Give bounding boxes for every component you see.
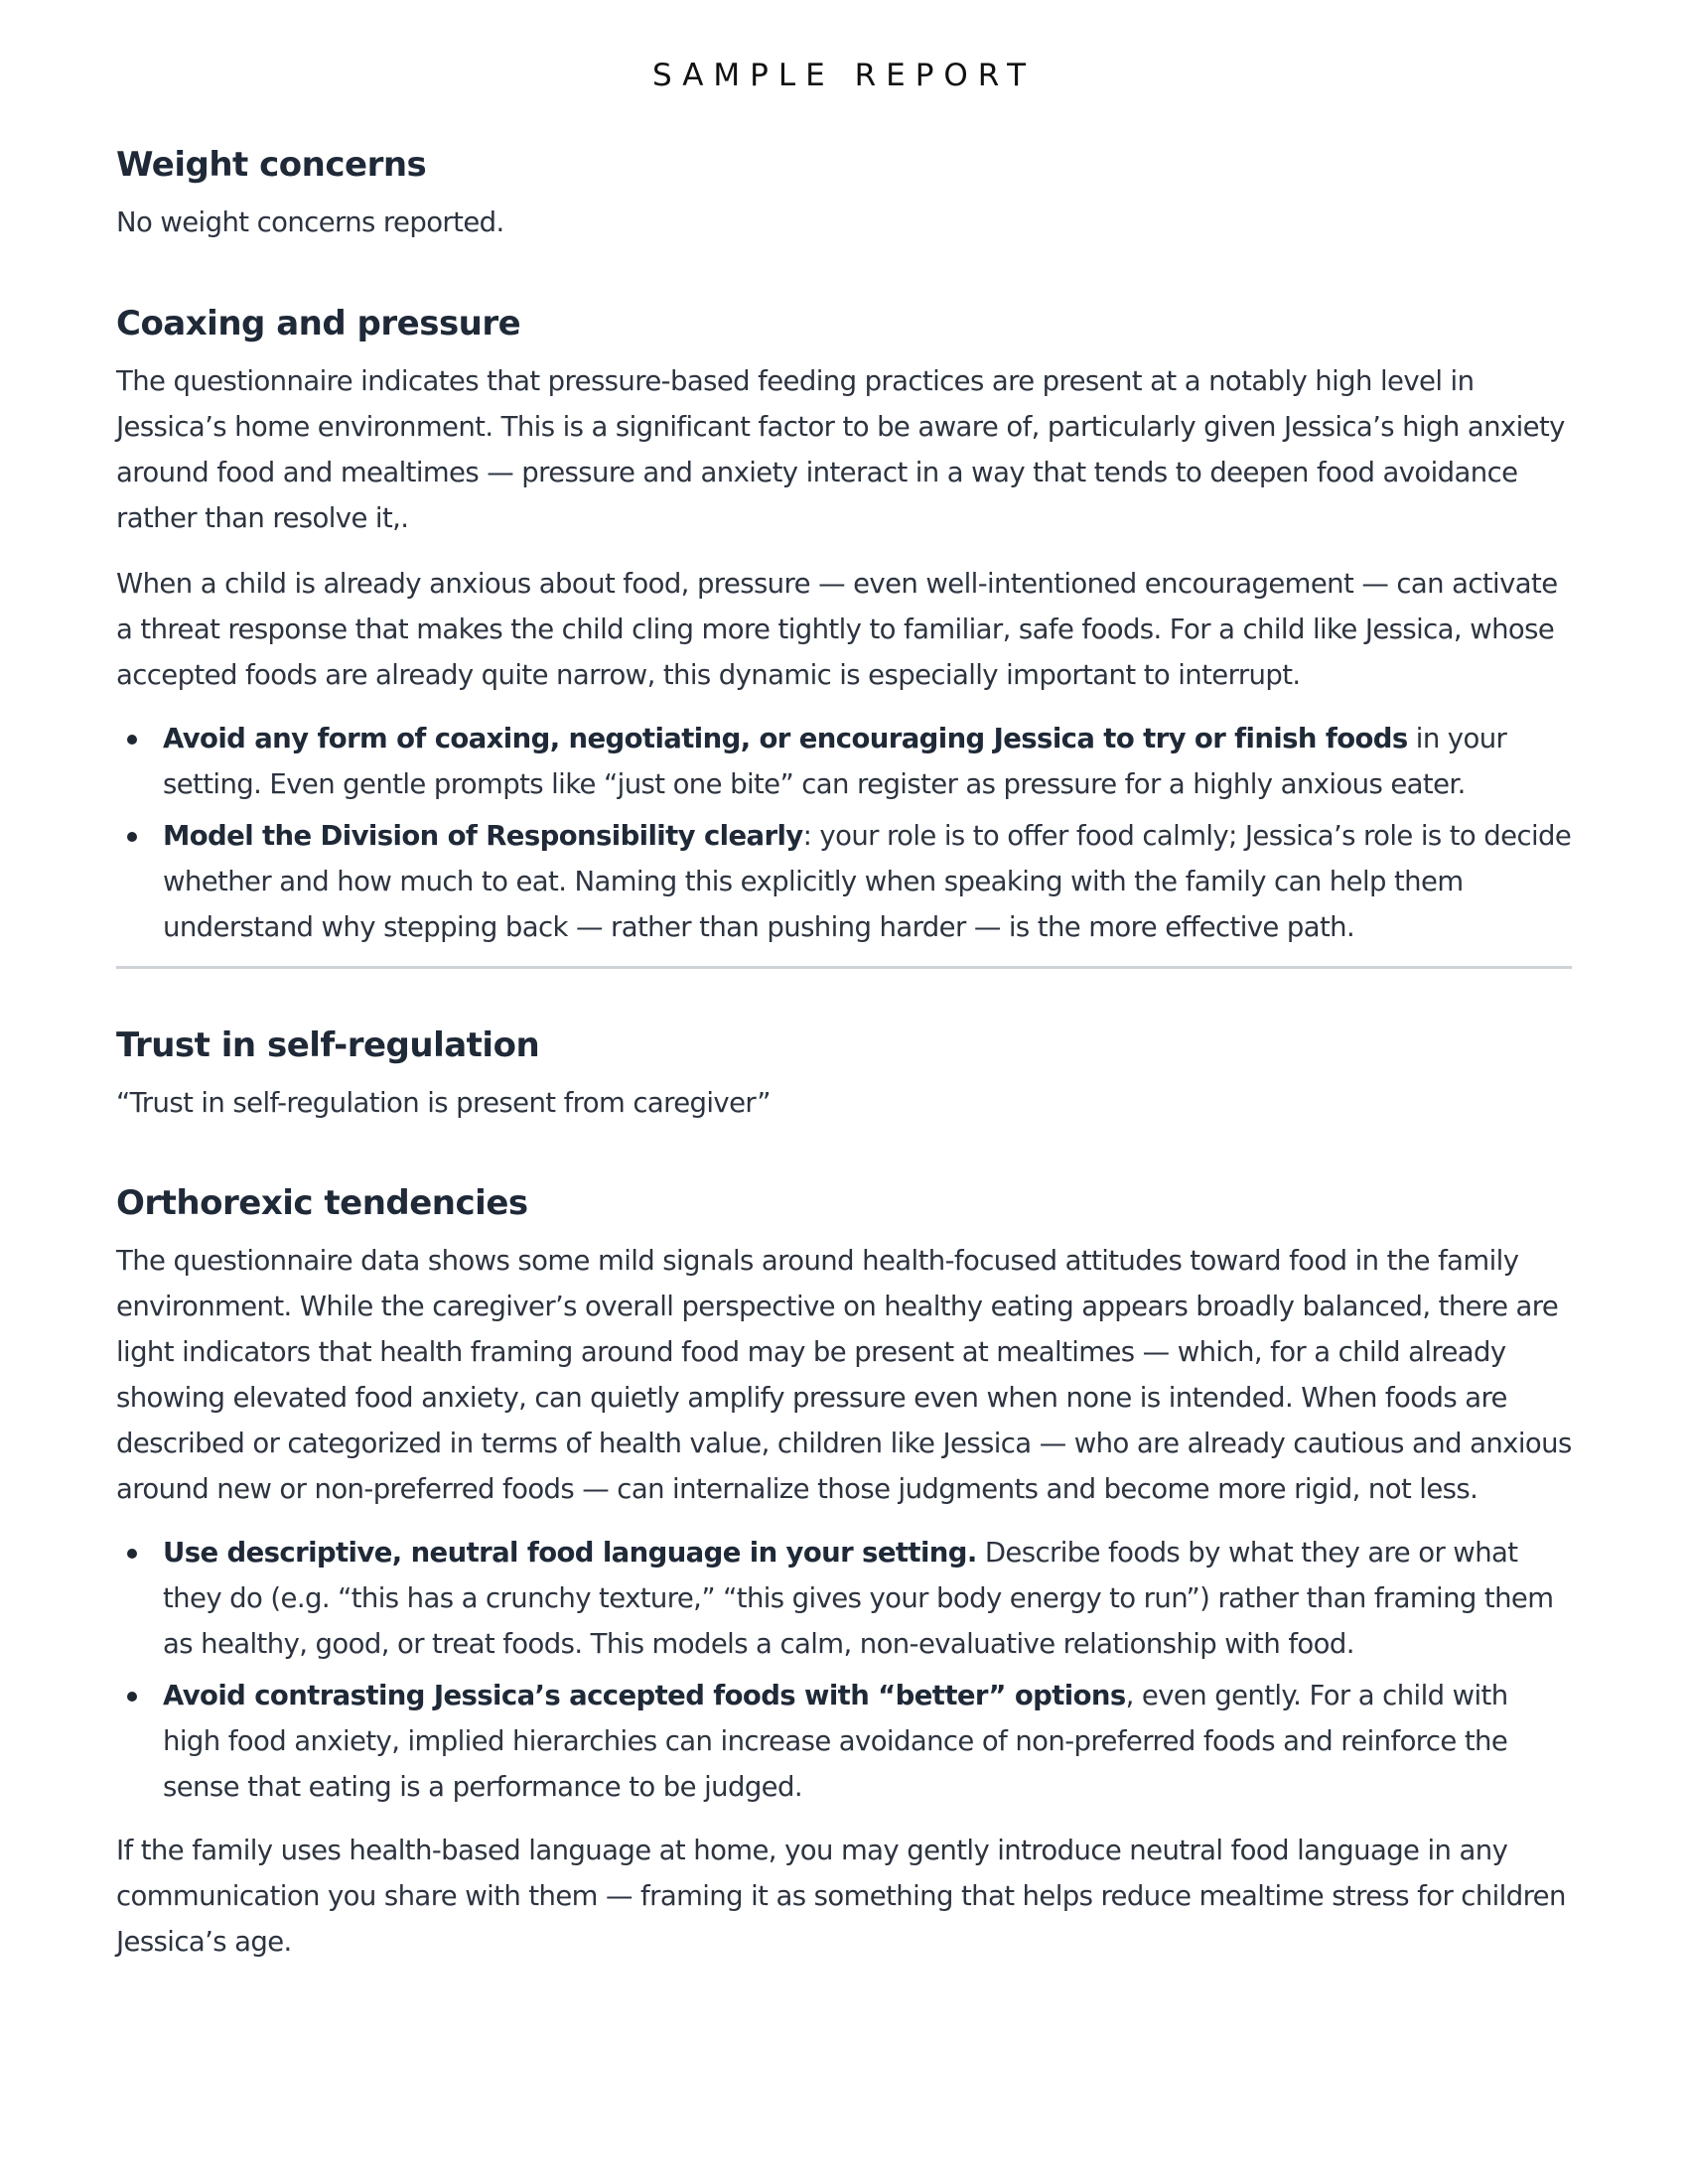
coaxing-heading: Coaxing and pressure (116, 304, 521, 343)
trust-heading: Trust in self-regulation (116, 1025, 540, 1065)
list-item-text: in your setting. Even gentle prompts like “just one bite” can register as pressure for a highly anxious eater. (163, 723, 1507, 800)
bullet-dot-icon (127, 1549, 137, 1559)
bullet-dot-icon (127, 1692, 137, 1702)
section-weight-concerns (116, 141, 1572, 245)
coaxing-paragraph-2: When a child is already anxious about food, pressure — even well-intentioned encouragement — can activate a threat response that makes the child cling more tightly to familiar, safe foods. For a child like Jessica, whose accepted foods are already quite narrow, this dynamic is especially important to interrupt. (116, 568, 1558, 691)
coaxing-paragraph-1: The questionnaire indicates that pressure-based feeding practices are present at a notably high level in Jessica’s home environment. This is a significant factor to be aware of, particularly given Jessica’s high anxiety around food and mealtimes — pressure and anxiety interact in a way that tends to deepen food avoidance rather than resolve it,. (116, 365, 1565, 534)
list-item (116, 716, 1572, 807)
list-item-text: : your role is to offer food calmly; Jessica’s role is to decide whether and how much to eat. Naming this explicitly when speaking with the family can help them understand why stepping back — rather than pushing harder — is the more effective path. (163, 820, 1572, 943)
list-item-bold-lead: Use descriptive, neutral food language in your setting. (163, 1537, 977, 1569)
orthorexic-heading: Orthorexic tendencies (116, 1183, 528, 1223)
section-trust-self-regulation (116, 1022, 1572, 1126)
list-item (116, 1530, 1572, 1667)
list-item-text: , even gently. For a child with high food anxiety, implied hierarchies can increase avoidance of non-preferred foods and reinforce the sense that eating is a performance to be judged. (163, 1680, 1508, 1803)
trust-text: “Trust in self-regulation is present from caregiver” (116, 1087, 771, 1119)
orthorexic-closing-paragraph: If the family uses health-based language at home, you may gently introduce neutral food language in any communication you share with them — framing it as something that helps reduce mealtime stress for children Jessica’s age. (116, 1835, 1566, 1958)
weight-concerns-heading: Weight concerns (116, 145, 427, 185)
section-coaxing-pressure (116, 300, 1572, 956)
bullet-dot-icon (127, 832, 137, 842)
section-orthorexic-tendencies (116, 1179, 1572, 1965)
list-item (116, 1673, 1572, 1810)
list-item-bold-lead: Avoid contrasting Jessica’s accepted foods with “better” options (163, 1680, 1126, 1711)
orthorexic-paragraph-1: The questionnaire data shows some mild signals around health-focused attitudes toward food in the family environment. While the caregiver’s overall perspective on healthy eating appears broadly balanced, there are light indicators that health framing around food may be present at mealtimes — which, for a child already showing elevated food anxiety, can quietly amplify pressure even when none is intended. When foods are described or categorized in terms of health value, children like Jessica — who are already cautious and anxious around new or non-preferred foods — can internalize those judgments and become more rigid, not less. (116, 1245, 1572, 1505)
orthorexic-recommendations-list (116, 1530, 1572, 1810)
list-item-bold-lead: Model the Division of Responsibility clearly (163, 820, 803, 852)
bullet-dot-icon (127, 735, 137, 745)
list-item-text: Describe foods by what they are or what they do (e.g. “this has a crunchy texture,” “this gives your body energy to run”) rather than framing them as healthy, good, or treat foods. This models a calm, non-evaluative relationship with food. (163, 1537, 1554, 1660)
list-item (116, 813, 1572, 950)
coaxing-recommendations-list (116, 716, 1572, 950)
list-item-bold-lead: Avoid any form of coaxing, negotiating, or encouraging Jessica to try or finish foods (163, 723, 1408, 754)
weight-concerns-text: No weight concerns reported. (116, 206, 504, 238)
section-divider (116, 966, 1572, 969)
report-header-title: SAMPLE REPORT (651, 58, 1037, 93)
